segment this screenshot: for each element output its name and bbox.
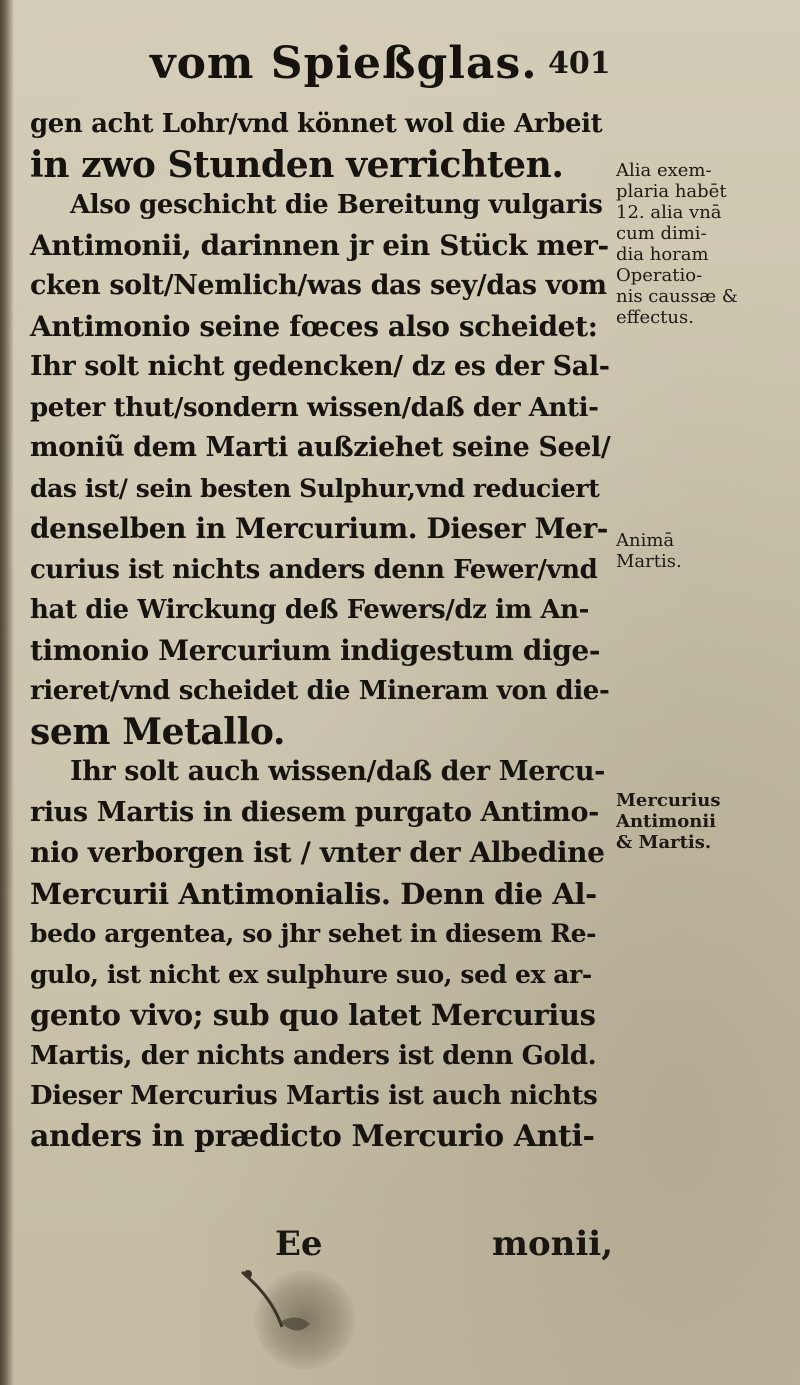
margin-note-line: Antimonii <box>616 811 717 832</box>
text-line: sem Metallo. <box>30 710 285 753</box>
text-line: rieret/vnd scheidet die Mineram von die- <box>30 676 610 706</box>
main-text-block <box>30 104 610 1157</box>
text-line: Ihr solt nicht gedencken/ dz es der Sal- <box>30 351 610 382</box>
text-line: anders in prædicto Mercurio Anti- <box>30 1118 595 1154</box>
running-title: vom Spießglas. <box>150 38 538 89</box>
text-line: Also geschicht die Bereitung vulgaris <box>70 190 603 220</box>
ornament-dot <box>244 1270 252 1278</box>
margin-note-line: Martis. <box>616 551 682 572</box>
margin-note-line: effectus. <box>616 307 694 328</box>
catchword: monii, <box>492 1224 614 1264</box>
margin-note-line: Alia exem- <box>616 160 712 181</box>
ornament-leaf <box>280 1317 310 1330</box>
text-line: in zwo Stunden verrichten. <box>30 143 564 186</box>
text-line: nio verborgen ist / vnter der Albedine <box>30 836 605 869</box>
margin-note-line: & Martis. <box>616 832 712 853</box>
ornament-stem <box>242 1272 282 1327</box>
text-line: Ihr solt auch wissen/daß der Mercu- <box>70 756 605 787</box>
text-line: timonio Mercurium indigestum dige- <box>30 633 601 667</box>
text-line: Martis, der nichts anders ist denn Gold. <box>30 1040 597 1071</box>
text-line: gento vivo; sub quo latet Mercurius <box>30 998 596 1032</box>
margin-note-exemplaria <box>616 160 791 328</box>
text-line: cken solt/Nemlich/was das sey/das vom <box>30 270 607 301</box>
margin-note-line: Mercurius <box>616 790 721 811</box>
text-line: rius Martis in diesem purgato Antimo- <box>30 796 599 828</box>
text-line: moniũ dem Marti außziehet seine Seel/ <box>30 432 611 463</box>
text-line: hat die Wirckung deß Fewers/dz im An- <box>30 595 590 625</box>
text-line: bedo argentea, so jhr sehet in diesem Re- <box>30 919 597 948</box>
text-line: Antimonio seine fœces also scheidet: <box>30 309 598 343</box>
ornament-icon <box>222 1252 342 1372</box>
margin-note-line: dia horam <box>616 244 709 265</box>
margin-note-line: plaria habēt <box>616 181 727 202</box>
margin-note-line: Animā <box>616 530 675 551</box>
text-line: gen acht Lohr/vnd könnet wol die Arbeit <box>30 109 603 139</box>
margin-note-line: 12. alia vnā <box>616 202 722 223</box>
binding-shadow <box>0 0 14 1385</box>
text-line: curius ist nichts anders denn Fewer/vnd <box>30 554 598 585</box>
text-line: denselben in Mercurium. Dieser Mer- <box>30 512 609 545</box>
margin-note-anima <box>616 530 791 572</box>
margin-note-line: nis caussæ & <box>616 286 738 307</box>
text-line: Antimonii, darinnen jr ein Stück mer- <box>30 228 609 262</box>
margin-note-mercurius <box>616 790 791 853</box>
margin-note-line: Operatio- <box>616 265 703 286</box>
page-number: 401 <box>548 46 611 81</box>
margin-note-line: cum dimi- <box>616 223 707 244</box>
page-footer <box>0 1222 800 1270</box>
text-line: Mercurii Antimonialis. Denn die Al- <box>30 876 597 911</box>
signature-mark: Ee <box>275 1224 323 1264</box>
text-line: peter thut/sondern wissen/daß der Anti- <box>30 392 599 423</box>
page-header <box>0 36 800 106</box>
text-line: gulo, ist nicht ex sulphure suo, sed ex ar- <box>30 959 592 989</box>
text-line: Dieser Mercurius Martis ist auch nichts <box>30 1081 598 1111</box>
text-line: das ist/ sein besten Sulphur,vnd reduciert <box>30 473 600 503</box>
